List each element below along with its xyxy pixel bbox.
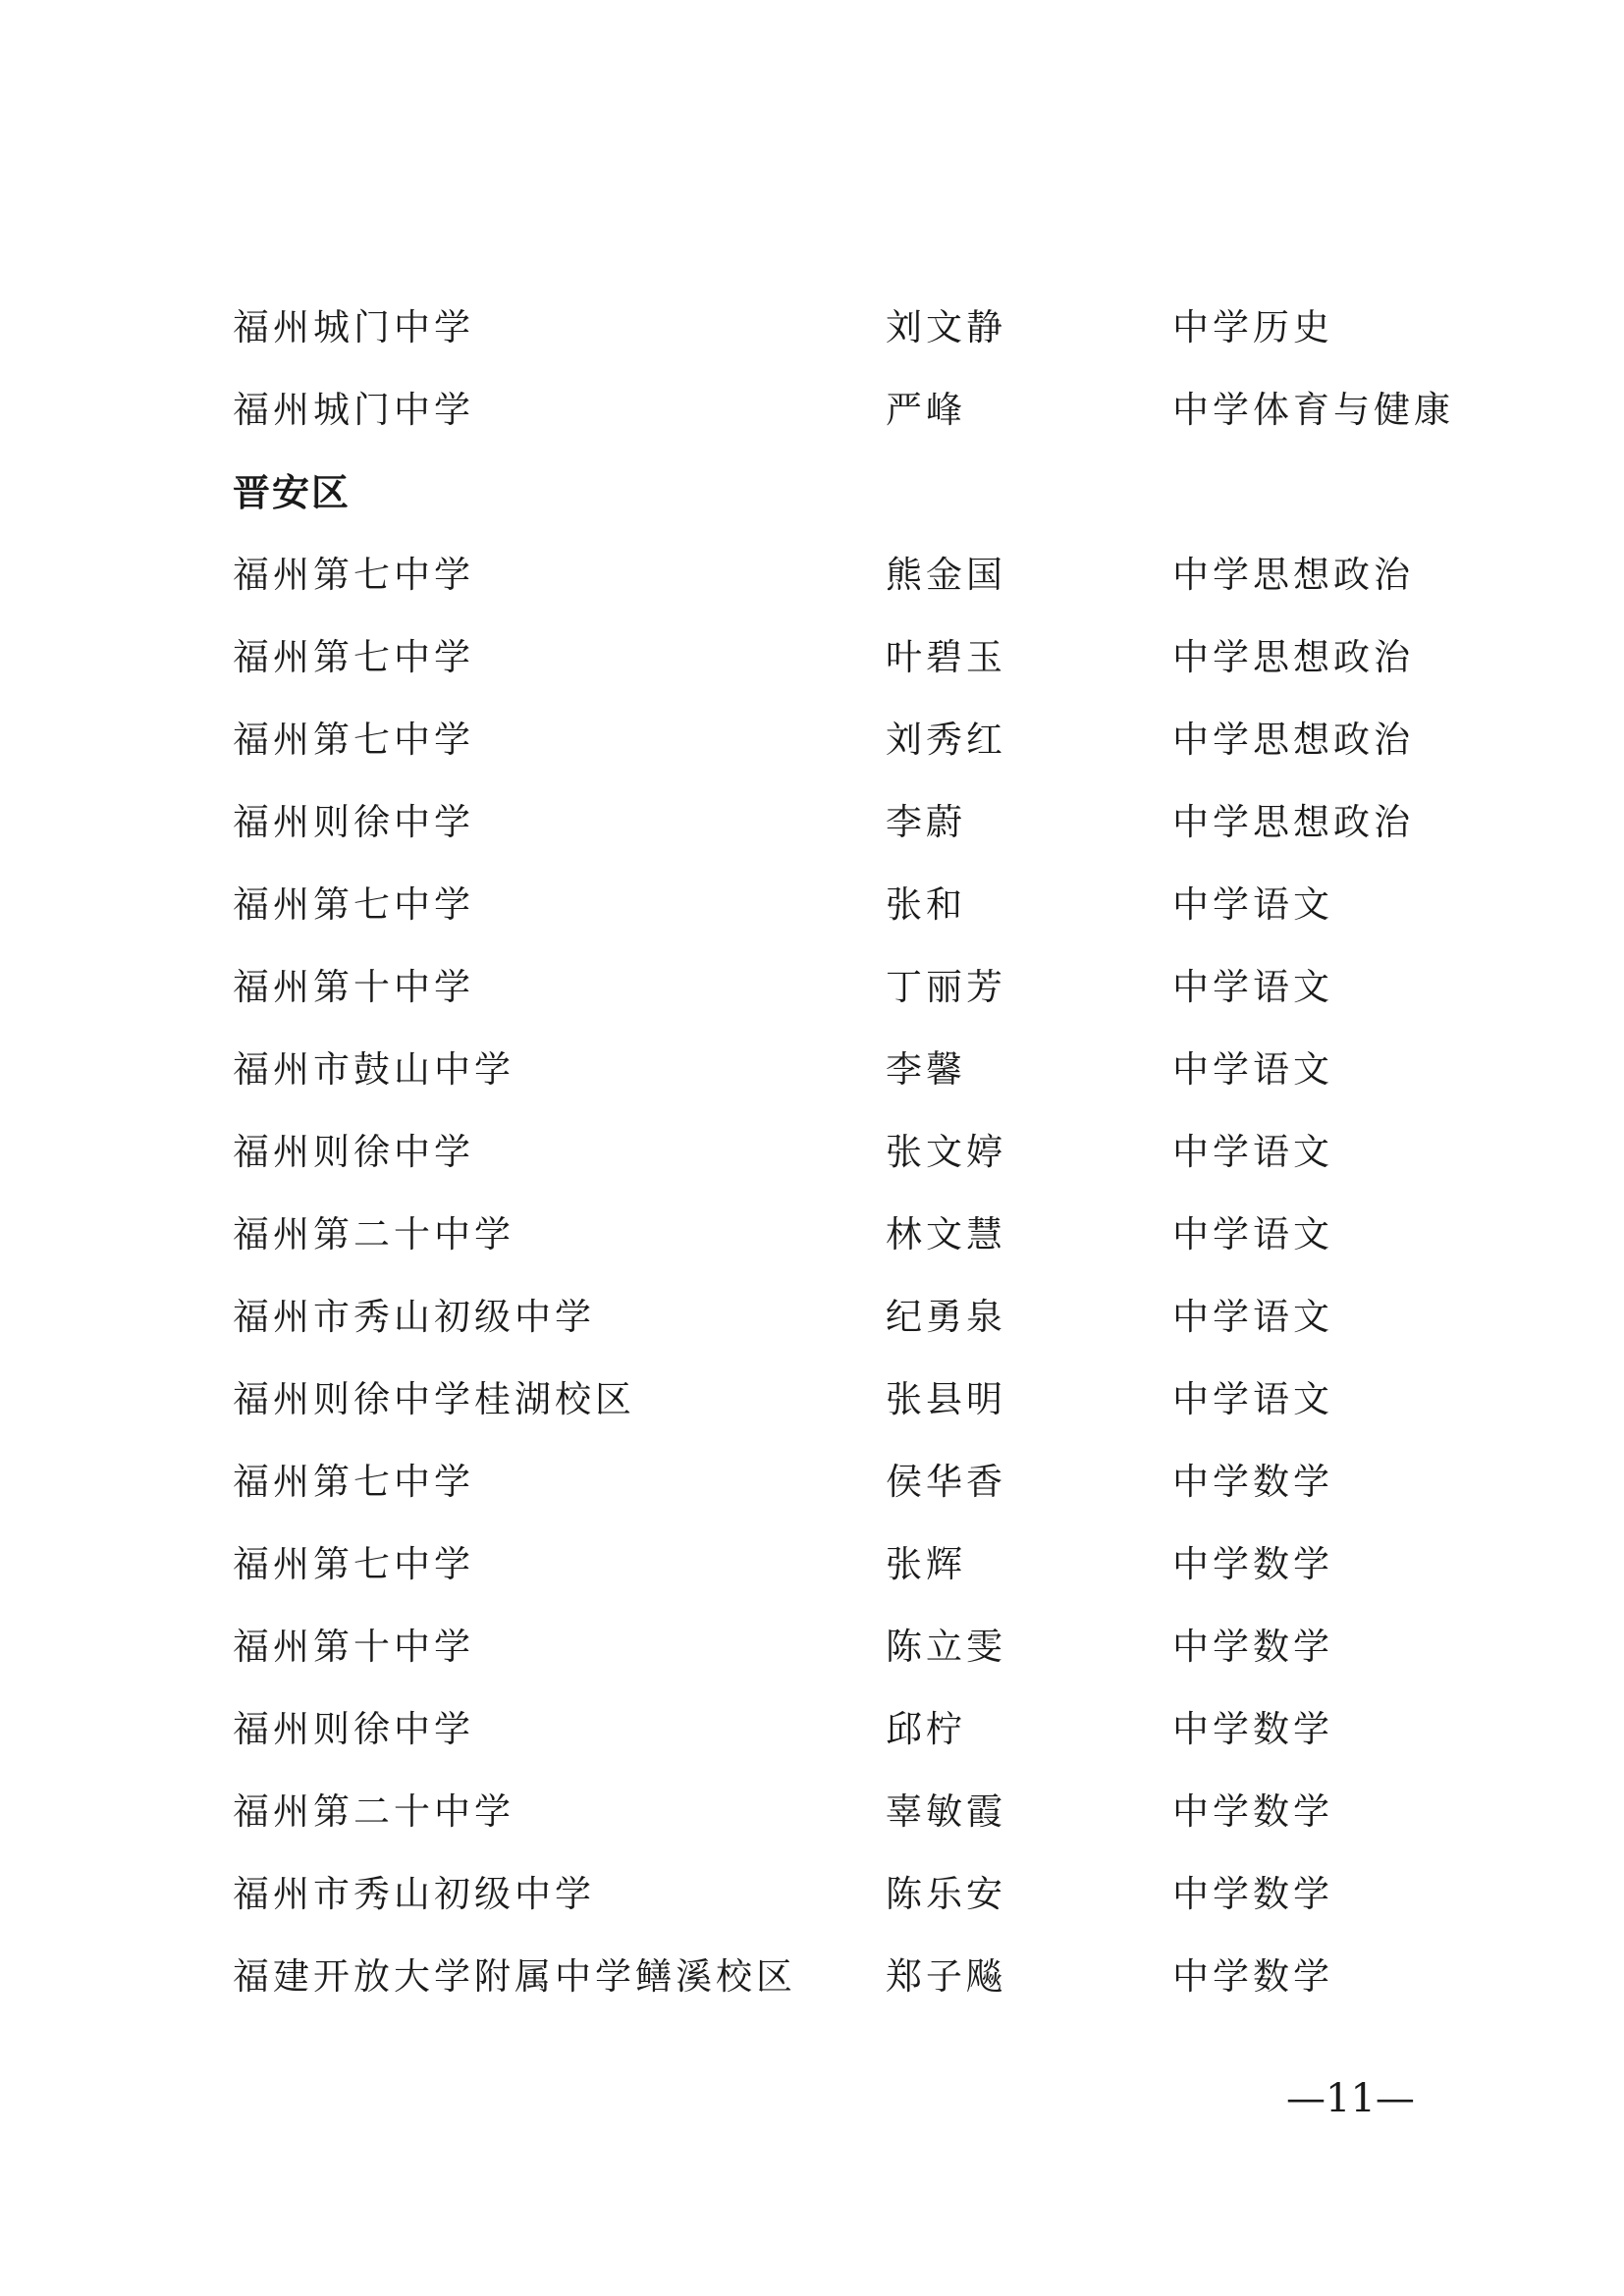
subject-name: 中学语文 [1172,1048,1333,1091]
subject-name: 中学数学 [1172,1461,1333,1503]
list-item [233,1029,1440,1111]
list-item [233,946,1440,1029]
school-name: 福州第十中学 [233,966,474,1008]
school-name: 福州第七中学 [233,554,474,596]
subject-name: 中学数学 [1172,1790,1333,1833]
list-item [233,1606,1440,1688]
teacher-name: 陈乐安 [886,1873,1006,1915]
subject-name: 中学历史 [1172,306,1333,348]
list-item [233,1441,1440,1523]
section-heading: 晋安区 [233,471,352,514]
teacher-name: 丁丽芳 [886,966,1006,1008]
subject-name: 中学数学 [1172,1626,1333,1668]
teacher-name: 辜敏霞 [886,1790,1006,1833]
teacher-name: 邱柠 [886,1708,966,1750]
list-item [233,781,1440,864]
list-item [233,1111,1440,1194]
list-item [233,699,1440,781]
teacher-name: 陈立雯 [886,1626,1006,1668]
school-name: 福州第七中学 [233,1461,474,1503]
page-number: —11— [1286,2076,1415,2121]
school-name: 福州第七中学 [233,636,474,678]
school-name: 福州第十中学 [233,1626,474,1668]
school-name: 福州市秀山初级中学 [233,1873,595,1915]
teacher-name: 张辉 [886,1543,966,1585]
list-item [233,1936,1440,2018]
list-item [233,616,1440,699]
subject-name: 中学语文 [1172,966,1333,1008]
teacher-name: 郑子飚 [886,1955,1006,1998]
list-item [233,287,1440,369]
subject-name: 中学语文 [1172,1378,1333,1420]
subject-name: 中学思想政治 [1172,801,1414,843]
school-name: 福州城门中学 [233,306,474,348]
subject-name: 中学语文 [1172,1213,1333,1255]
list-item [233,1771,1440,1853]
school-name: 福州第二十中学 [233,1790,514,1833]
school-name: 福州市鼓山中学 [233,1048,514,1091]
subject-name: 中学语文 [1172,883,1333,926]
list-item [233,1523,1440,1606]
teacher-name: 纪勇泉 [886,1296,1006,1338]
list-item [233,1194,1440,1276]
subject-name: 中学思想政治 [1172,554,1414,596]
teacher-name: 叶碧玉 [886,636,1006,678]
subject-name: 中学数学 [1172,1873,1333,1915]
teacher-name: 李馨 [886,1048,966,1091]
list-item [233,1688,1440,1771]
subject-name: 中学思想政治 [1172,636,1414,678]
subject-name: 中学语文 [1172,1296,1333,1338]
school-name: 福州则徐中学 [233,801,474,843]
subject-name: 中学语文 [1172,1131,1333,1173]
school-name: 福州城门中学 [233,389,474,431]
teacher-name: 张和 [886,883,966,926]
teacher-name: 刘秀红 [886,719,1006,761]
school-name: 福建开放大学附属中学鳝溪校区 [233,1955,796,1998]
teacher-name: 张县明 [886,1378,1006,1420]
teacher-name: 刘文静 [886,306,1006,348]
school-name: 福州第七中学 [233,883,474,926]
subject-name: 中学体育与健康 [1172,389,1454,431]
school-name: 福州第七中学 [233,1543,474,1585]
teacher-name: 严峰 [886,389,966,431]
school-name: 福州则徐中学 [233,1708,474,1750]
list-item [233,1276,1440,1359]
subject-name: 中学数学 [1172,1955,1333,1998]
school-name: 福州第二十中学 [233,1213,514,1255]
teacher-name: 熊金国 [886,554,1006,596]
school-name: 福州第七中学 [233,719,474,761]
subject-name: 中学思想政治 [1172,719,1414,761]
school-name: 福州市秀山初级中学 [233,1296,595,1338]
subject-name: 中学数学 [1172,1708,1333,1750]
subject-name: 中学数学 [1172,1543,1333,1585]
list-item [233,369,1454,452]
teacher-name: 林文慧 [886,1213,1006,1255]
list-item [233,534,1440,616]
list-item [233,1853,1440,1936]
school-name: 福州则徐中学桂湖校区 [233,1378,635,1420]
list-item [233,1359,1440,1441]
school-name: 福州则徐中学 [233,1131,474,1173]
teacher-name: 张文婷 [886,1131,1006,1173]
teacher-name: 侯华香 [886,1461,1006,1503]
teacher-name: 李蔚 [886,801,966,843]
list-item [233,864,1440,946]
teacher-list [233,287,1454,2018]
